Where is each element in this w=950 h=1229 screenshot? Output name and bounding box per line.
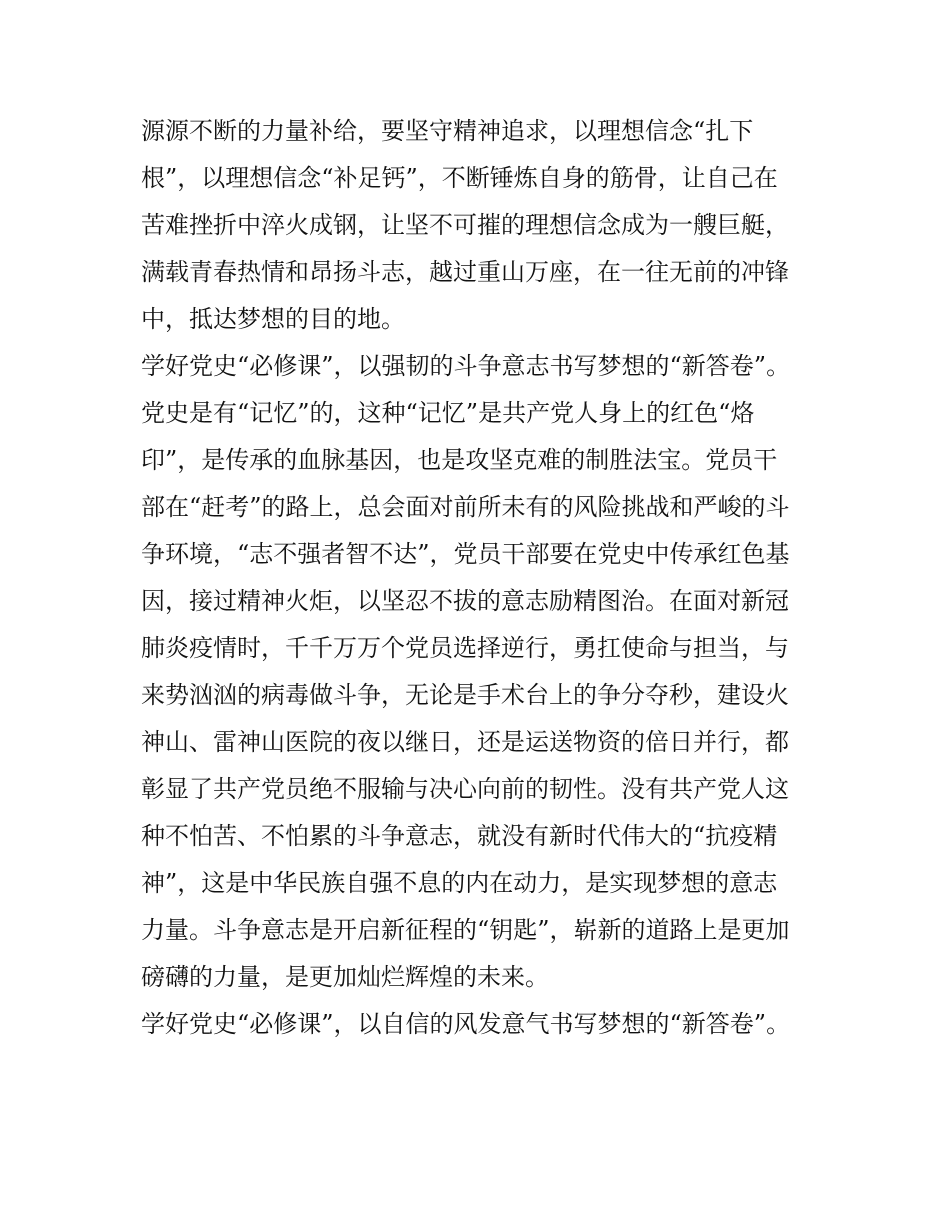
text-line: 根”，以理想信念“补足钙”，不断锤炼自身的筋骨，让自己在 (141, 164, 778, 192)
text-line: 来势汹汹的病毒做斗争，无论是手术台上的争分夺秒，建设火 (141, 681, 789, 709)
text-line: 磅礴的力量，是更加灿烂辉煌的未来。 (141, 963, 549, 991)
text-line: 种不怕苦、不怕累的斗争意志，就没有新时代伟大的“抗疫精 (141, 822, 778, 850)
text-line: 党史是有“记忆”的，这种“记忆”是共产党人身上的红色“烙 (141, 399, 755, 427)
text-line: 苦难挫折中淬火成钢，让坚不可摧的理想信念成为一艘巨艇， (141, 211, 789, 239)
text-line: 彰显了共产党员绝不服输与决心向前的韧性。没有共产党人这 (141, 775, 789, 803)
text-line: 肺炎疫情时，千千万万个党员选择逆行，勇扛使命与担当，与 (141, 634, 789, 662)
section-heading: 学好党史“必修课”，以强韧的斗争意志书写梦想的“新答卷”。 (141, 352, 791, 380)
text-line: 力量。斗争意志是开启新征程的“钥匙”，崭新的道路上是更加 (141, 916, 790, 944)
text-line: 部在“赶考”的路上，总会面对前所未有的风险挑战和严峻的斗 (141, 493, 790, 521)
text-line: 中，抵达梦想的目的地。 (141, 305, 405, 333)
text-line: 神”，这是中华民族自强不息的内在动力，是实现梦想的意志 (141, 869, 778, 897)
text-line: 争环境，“志不强者智不达”，党员干部要在党史中传承红色基 (141, 540, 790, 568)
text-line: 满载青春热情和昂扬斗志，越过重山万座，在一往无前的冲锋 (141, 258, 789, 286)
body-text (141, 108, 831, 1048)
text-line: 因，接过精神火炬，以坚忍不拔的意志励精图治。在面对新冠 (141, 587, 789, 615)
section-heading: 学好党史“必修课”，以自信的风发意气书写梦想的“新答卷”。 (141, 1010, 791, 1038)
text-line: 源源不断的力量补给，要坚守精神追求，以理想信念“扎下 (141, 117, 754, 145)
text-line: 印”，是传承的血脉基因，也是攻坚克难的制胜法宝。党员干 (141, 446, 778, 474)
text-line: 神山、雷神山医院的夜以继日，还是运送物资的倍日并行，都 (141, 728, 789, 756)
